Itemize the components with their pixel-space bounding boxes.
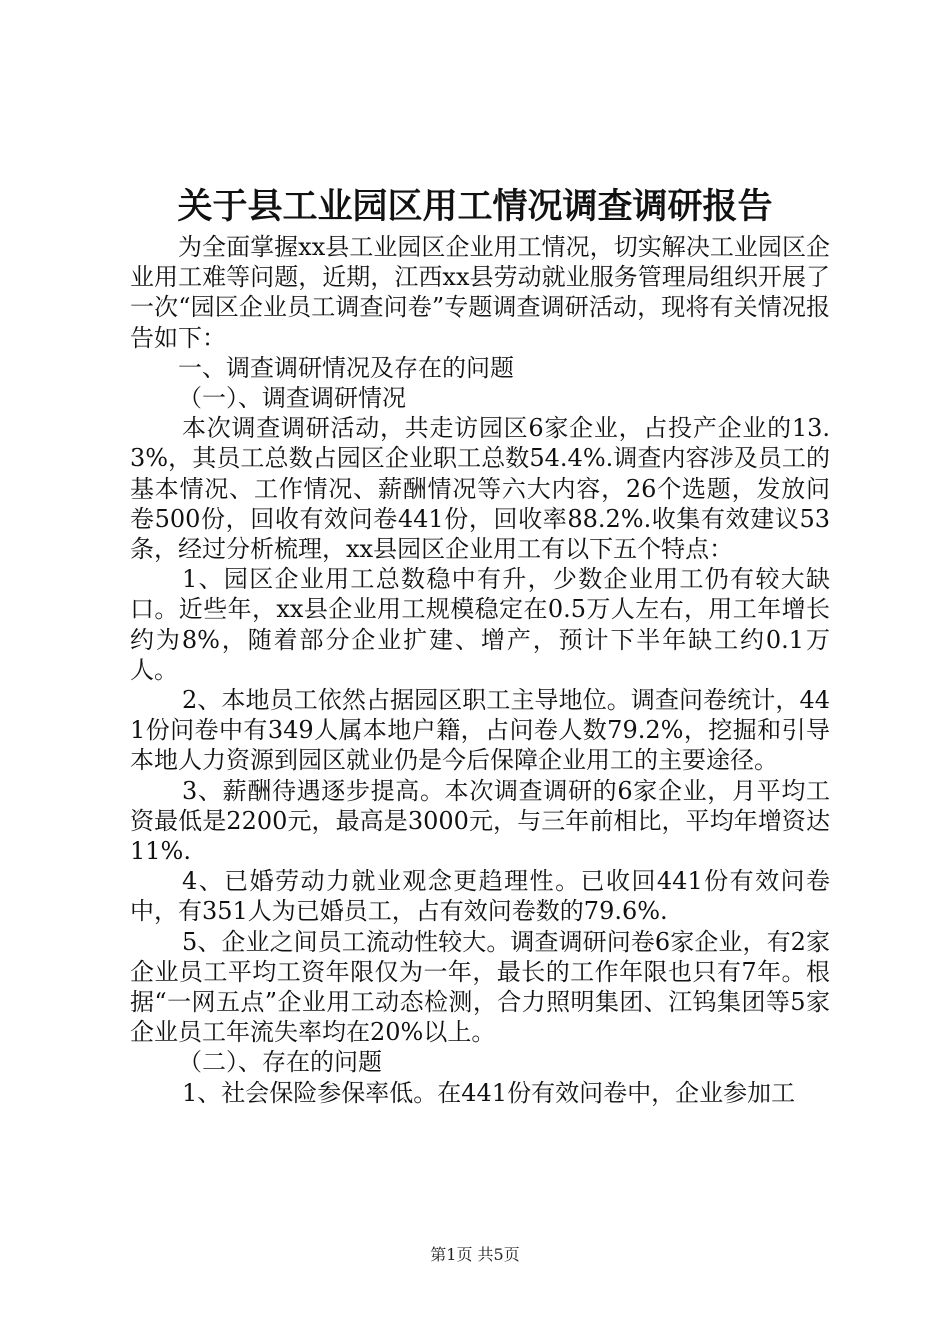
document-title: 关于县工业园区用工情况调查调研报告	[177, 186, 773, 227]
page-indicator: 第1页 共5页	[430, 1245, 520, 1264]
intro-paragraph: 为全面掌握xx县工业园区企业用工情况，切实解决工业园区企业用工难等问题，近期，江西xx县劳动就业服务管理局组织开展了一次“园区企业员工调查问卷”专题调查调研活动，现将有关情况报告如下：	[130, 233, 830, 352]
feature-paragraph-2: 2、本地员工依然占据园区职工主导地位。调查问卷统计，441份问卷中有349人属本地户籍，占问卷人数79.2%，挖掘和引导本地人力资源到园区就业仍是今后保障企业用工的主要途径。	[130, 686, 830, 775]
subsection-heading-1: （一）、调查调研情况	[178, 384, 406, 413]
feature-paragraph-5: 5、企业之间员工流动性较大。调查调研问卷6家企业，有2家企业员工平均工资年限仅为一年，最长的工作年限也只有7年。根据“一网五点”企业用工动态检测，合力照明集团、江钨集团等5家企业员工年流失率均在20%以上。	[130, 927, 830, 1047]
feature-paragraph-4: 4、已婚劳动力就业观念更趋理性。已收回441份有效问卷中，有351人为已婚员工，占有效问卷数的79.6%.	[130, 867, 830, 926]
feature-paragraph-1: 1、园区企业用工总数稳中有升，少数企业用工仍有较大缺口。近些年，xx县企业用工规模稳定在0.5万人左右，用工年增长约为8%，随着部分企业扩建、增产，预计下半年缺工约0.1万人。	[130, 565, 830, 684]
feature-paragraph-3: 3、薪酬待遇逐步提高。本次调查调研的6家企业，月平均工资最低是2200元，最高是3000元，与三年前相比，平均年增资达11%.	[130, 776, 830, 866]
problem-paragraph-1: 1、社会保险参保率低。在441份有效问卷中，企业参加工	[182, 1078, 796, 1107]
subsection-heading-2: （二）、存在的问题	[178, 1048, 382, 1077]
document-body	[130, 232, 830, 1108]
section-heading-1: 一、调查调研情况及存在的问题	[178, 353, 514, 382]
survey-overview-paragraph: 本次调查调研活动，共走访园区6家企业，占投产企业的13.3%，其员工总数占园区企业职工总数54.4%.调查内容涉及员工的基本情况、工作情况、薪酬情况等六大内容，26个选题，发放问卷500份，回收有效问卷441份，回收率88.2%.收集有效建议53条，经过分析梳理，xx县园区企业用工有以下五个特点：	[130, 414, 830, 564]
